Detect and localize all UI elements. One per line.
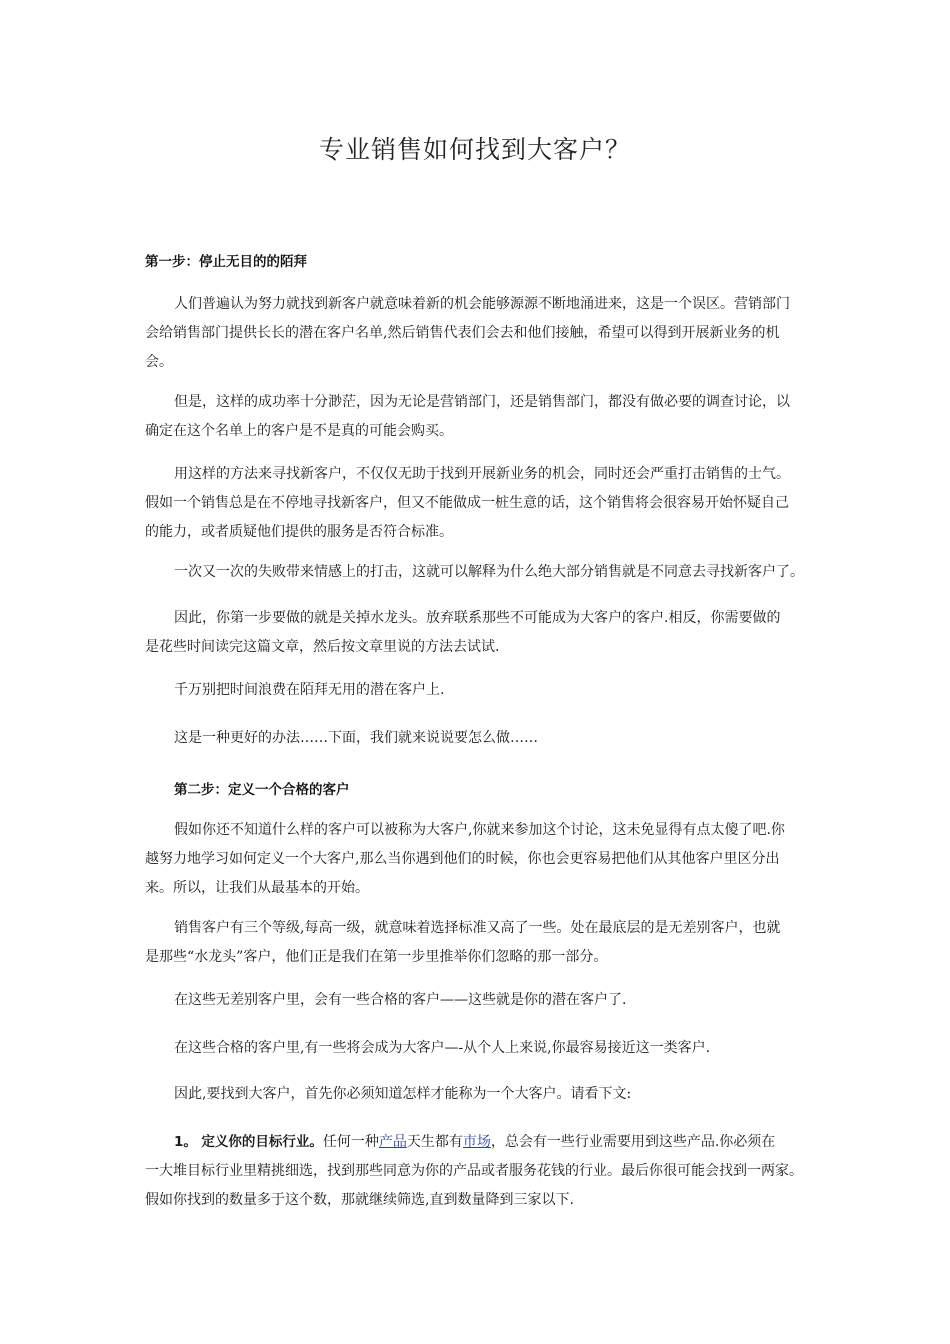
- step2-paragraph-5: [145, 1080, 825, 1109]
- step1-paragraph-3: [145, 460, 825, 547]
- step1-paragraph-6: [145, 676, 825, 705]
- product-link[interactable]: 产品: [378, 1134, 407, 1150]
- text-segment: ，总会有一些行业需要用到这些产品.你必须在: [490, 1134, 776, 1150]
- text-line: 人们普遍认为努力就找到新客户就意味着新的机会能够源源不断地涌进来，这是一个误区。营销部门: [174, 296, 790, 312]
- text-segment: 天生都有: [406, 1134, 463, 1150]
- text-segment: 任何一种: [322, 1134, 379, 1150]
- text-line: 销售客户有三个等级,每高一级，就意味着选择标准又高了一些。处在最底层的是无差别客户，也就: [174, 920, 781, 936]
- step1-paragraph-5: [145, 604, 825, 662]
- step2-paragraph-2: [145, 914, 825, 972]
- text-line: 会。: [145, 354, 173, 370]
- text-line: 在这些合格的客户里,有一些将会成为大客户—-从个人上来说,你最容易接近这一类客户.: [174, 1040, 711, 1056]
- text-line: [145, 1128, 825, 1157]
- text-line: 千万别把时间浪费在陌拜无用的潜在客户上.: [174, 682, 445, 698]
- text-line: 一大堆目标行业里精挑细选，找到那些同意为你的产品或者服务花钱的行业。最后你很可能会找到一两家。: [145, 1163, 803, 1179]
- document-title: 专业销售如何找到大客户？: [318, 135, 631, 164]
- text-line: 因此,要找到大客户，首先你必须知道怎样才能称为一个大客户。请看下文:: [174, 1086, 632, 1102]
- step2-paragraph-3: [145, 986, 825, 1015]
- text-line: 因此，你第一步要做的就是关掉水龙头。放弃联系那些不可能成为大客户的客户.相反，你需要做的: [174, 610, 781, 626]
- step1-heading: 第一步：停止无目的的陌拜: [145, 254, 307, 270]
- step2-heading: 第二步：定义一个合格的客户: [174, 782, 350, 798]
- text-line: 但是，这样的成功率十分渺茫，因为无论是营销部门，还是销售部门，都没有做必要的调查讨论，以: [174, 394, 790, 410]
- text-line: 越努力地学习如何定义一个大客户,那么当你遇到他们的时候，你也会更容易把他们从其他客户里区分出: [145, 851, 780, 867]
- text-line: 用这样的方法来寻找新客户，不仅仅无助于找到开展新业务的机会，同时还会严重打击销售的士气。: [174, 466, 790, 482]
- text-line: 来。所以，让我们从最基本的开始。: [145, 880, 369, 896]
- step1-paragraph-2: [145, 388, 825, 446]
- market-link[interactable]: 市场: [462, 1134, 491, 1150]
- text-line: 假如你找到的数量多于这个数，那就继续筛选,直到数量降到三家以下.: [145, 1192, 574, 1208]
- step2-paragraph-4: [145, 1034, 825, 1063]
- step1-paragraph-7: [145, 724, 825, 753]
- item-bold-title: 定义你的目标行业。: [201, 1134, 323, 1150]
- step1-paragraph-1: [145, 290, 825, 377]
- text-line: 的能力，或者质疑他们提供的服务是否符合标准。: [145, 524, 453, 540]
- item1-paragraph: [145, 1128, 825, 1215]
- text-line: 确定在这个名单上的客户是不是真的可能会购买。: [145, 423, 453, 439]
- text-line: 一次又一次的失败带来情感上的打击，这就可以解释为什么绝大部分销售就是不同意去寻找新客户了。: [174, 564, 804, 580]
- text-line: 这是一种更好的办法……下面，我们就来说说要怎么做……: [174, 730, 538, 746]
- step1-paragraph-4: [145, 558, 825, 587]
- text-line: 假如一个销售总是在不停地寻找新客户，但又不能做成一桩生意的话，这个销售将会很容易开始怀疑自己: [145, 495, 789, 511]
- step2-paragraph-1: [145, 816, 825, 903]
- text-line: 在这些无差别客户里，会有一些合格的客户——这些就是你的潜在客户了.: [174, 992, 627, 1008]
- item-number: 1。: [174, 1134, 197, 1150]
- text-line: 是花些时间读完这篇文章，然后按文章里说的方法去试试.: [145, 639, 500, 655]
- text-line: 假如你还不知道什么样的客户可以被称为大客户,你就来参加这个讨论，这未免显得有点太傻了吧.你: [174, 822, 785, 838]
- text-line: 是那些“水龙头”客户，他们正是我们在第一步里推举你们忽略的那一部分。: [145, 949, 608, 965]
- text-line: 会给销售部门提供长长的潜在客户名单,然后销售代表们会去和他们接触，希望可以得到开展新业务的机: [145, 325, 780, 341]
